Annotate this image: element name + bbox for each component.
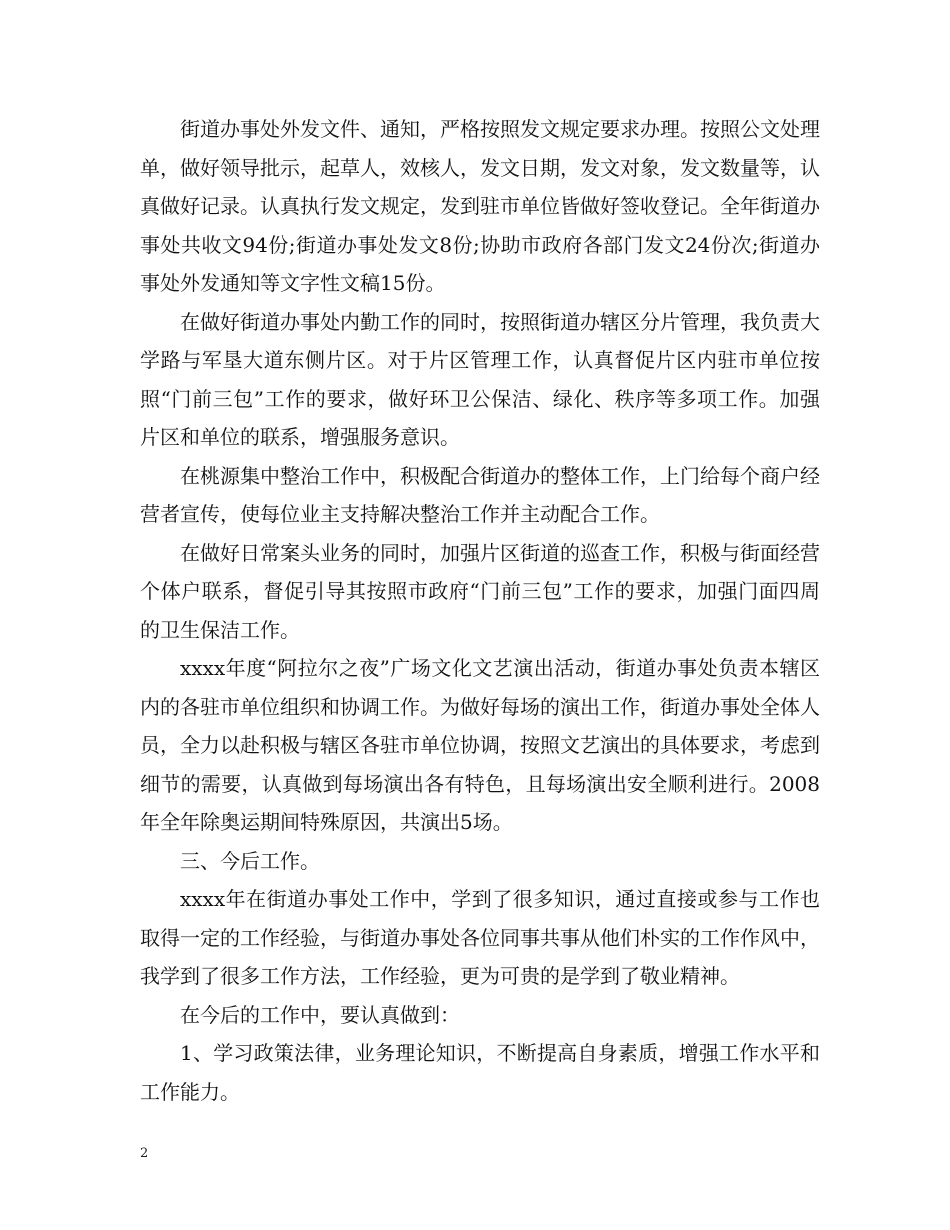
document-body (140, 110, 820, 1111)
paragraph-district-management: 在做好街道办事处内勤工作的同时，按照街道办辖区分片管理，我负责大学路与军垦大道东侧片区。对于片区管理工作，认真督促片区内驻市单位按照“门前三包”工作的要求，做好环卫公保洁、绿化、秩序等多项工作。加强片区和单位的联系，增强服务意识。 (140, 309, 820, 449)
paragraph-taoyuan-rectification: 在桃源集中整治工作中，积极配合街道办的整体工作，上门给每个商户经营者宣传，使每位业主支持解决整治工作并主动配合工作。 (140, 463, 820, 526)
section-heading-future-work: 三、今后工作。 (180, 848, 320, 873)
paragraph-alar-night-performance: xxxx年度“阿拉尔之夜”广场文化文艺演出活动，街道办事处负责本辖区内的各驻市单位组织和协调工作。为做好每场的演出工作，街道办事处全体人员，全力以赴积极与辖区各驻市单位协调，按照文艺演出的具体要求，考虑到细节的需要，认真做到每场演出各有特色，且每场演出安全顺利进行。2008年全年除奥运期间特殊原因，共演出5场。 (140, 656, 820, 834)
paragraph-work-experience: xxxx年在街道办事处工作中，学到了很多知识，通过直接或参与工作也取得一定的工作经验，与街道办事处各位同事共事从他们朴实的工作作风中，我学到了很多工作方法，工作经验，更为可贵的是学到了敬业精神。 (140, 887, 820, 988)
paragraph-item-1: 1、学习政策法律，业务理论知识，不断提高自身素质，增强工作水平和工作能力。 (140, 1041, 820, 1104)
paragraph-outgoing-documents: 街道办事处外发文件、通知，严格按照发文规定要求办理。按照公文处理单，做好领导批示，起草人，效核人，发文日期，发文对象，发文数量等，认真做好记录。认真执行发文规定，发到驻市单位皆做好签收登记。全年街道办事处共收文94份;街道办事处发文8份;协助市政府各部门发文24份次;街道办事处外发通知等文字性文稿15份。 (140, 117, 820, 295)
paragraph-street-inspection: 在做好日常案头业务的同时，加强片区街道的巡查工作，积极与街面经营个体户联系，督促引导其按照市政府“门前三包”工作的要求，加强门面四周的卫生保洁工作。 (140, 540, 820, 642)
page-number: 2 (140, 1146, 149, 1161)
paragraph-future-intro: 在今后的工作中，要认真做到： (180, 1002, 460, 1027)
